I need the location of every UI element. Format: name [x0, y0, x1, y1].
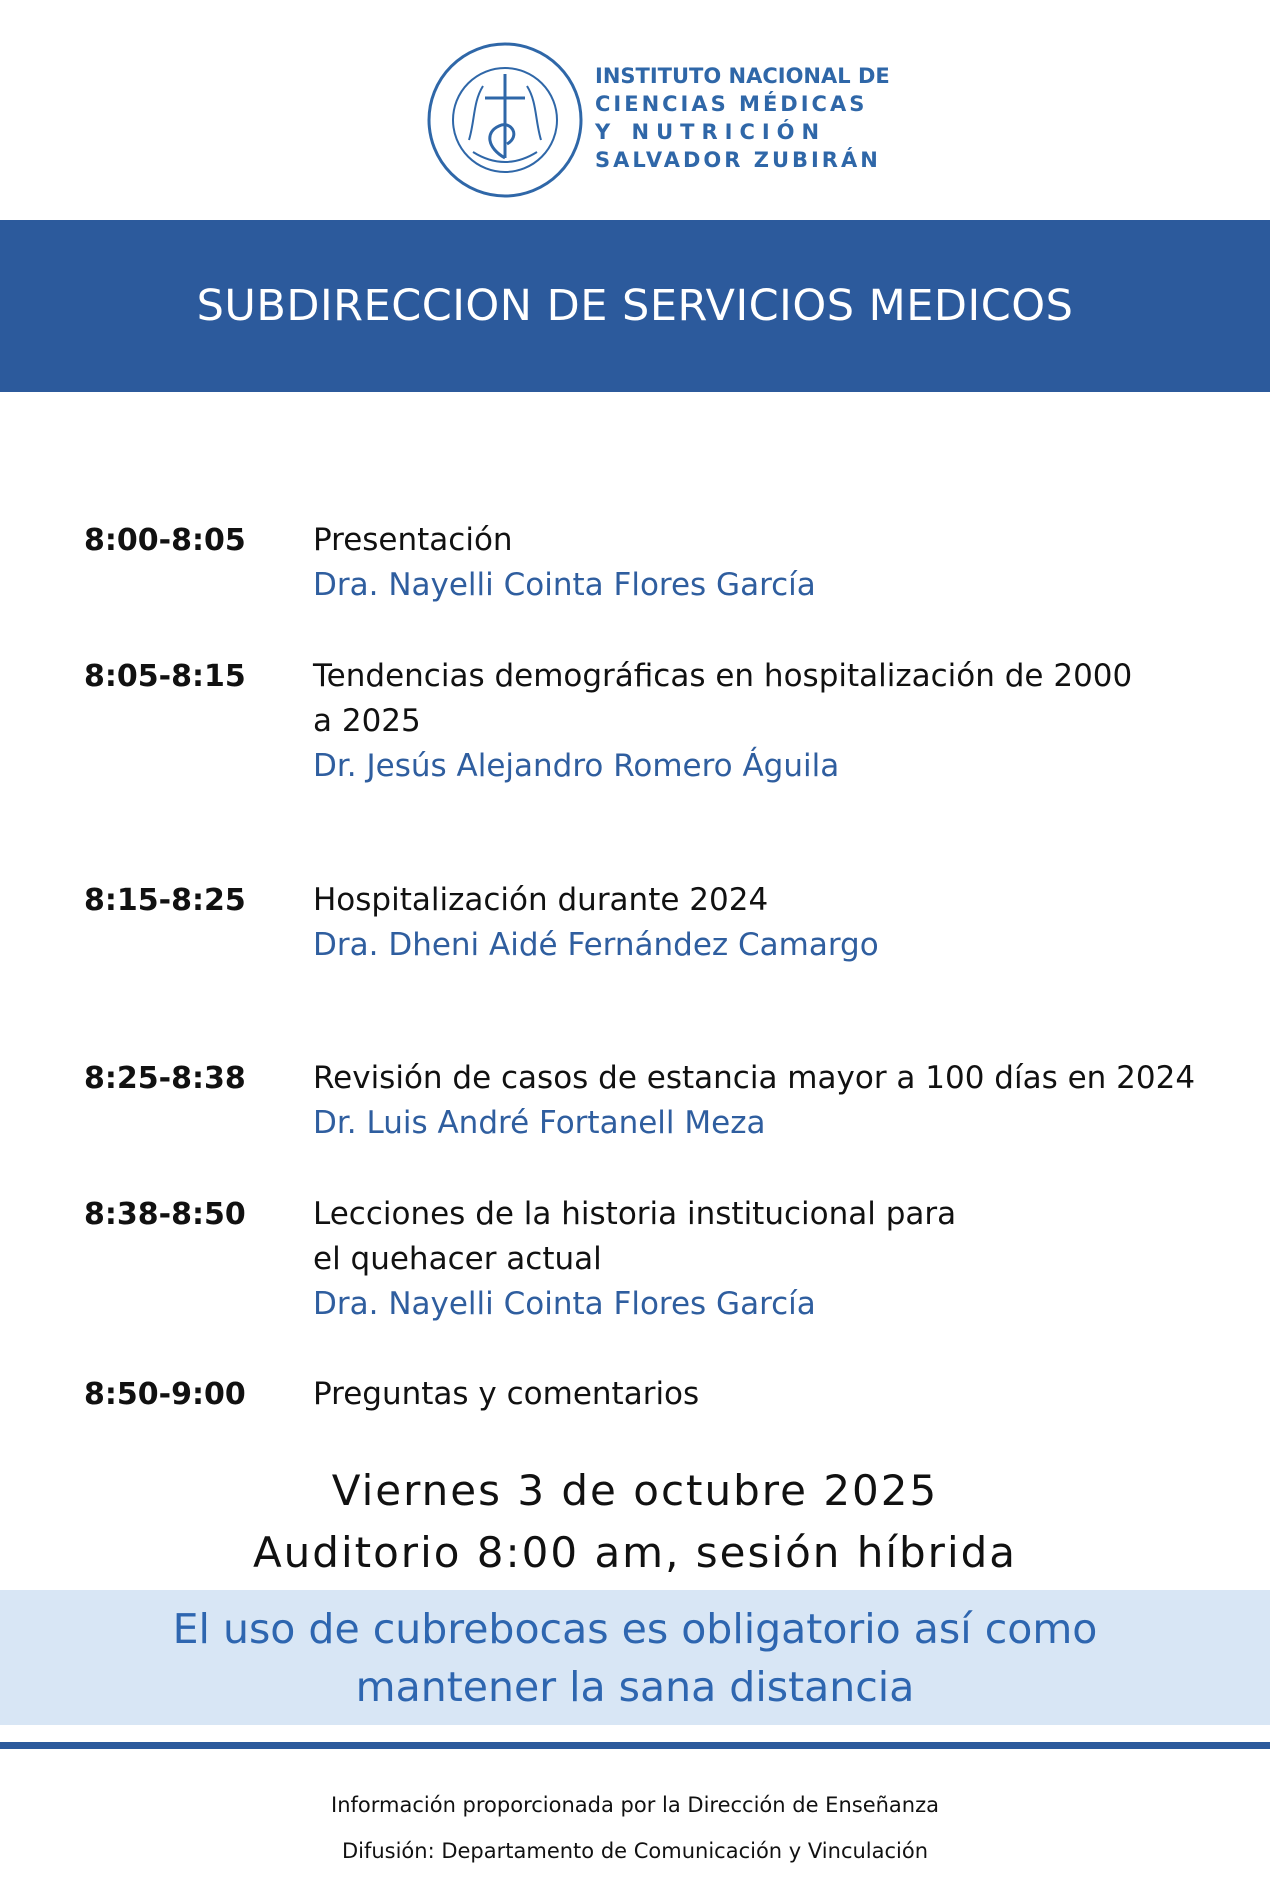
- slot-time: 8:15-8:25: [84, 883, 246, 918]
- slot-speaker: Dr. Luis André Fortanell Meza: [313, 1105, 766, 1141]
- slot-speaker: Dra. Dheni Aidé Fernández Camargo: [313, 927, 879, 963]
- footer-info: Información proporcionada por la Dirección de Enseñanza: [331, 1793, 939, 1817]
- slot-speaker: Dra. Nayelli Cointa Flores García: [313, 1286, 816, 1322]
- institution-name-line: INSTITUTO NACIONAL DE: [595, 64, 890, 88]
- slot-details: [313, 1192, 1243, 1327]
- slot-details: [313, 518, 1243, 608]
- divider: [0, 1742, 1270, 1749]
- slot-time: 8:25-8:38: [84, 1061, 246, 1096]
- slot-speaker: Dr. Jesús Alejandro Romero Águila: [313, 748, 840, 784]
- slot-details: [313, 1056, 1243, 1146]
- notice-line: mantener la sana distancia: [355, 1663, 915, 1711]
- institution-logo: [425, 40, 890, 200]
- slot-details: [313, 878, 1243, 968]
- institution-seal-icon: [425, 40, 585, 200]
- slot-time: 8:05-8:15: [84, 659, 246, 694]
- slot-details: [313, 1372, 1243, 1417]
- institution-name: [595, 62, 890, 174]
- slot-topic: Hospitalización durante 2024: [313, 882, 769, 918]
- institution-name-line: CIENCIAS MÉDICAS: [595, 92, 868, 116]
- slot-topic: Lecciones de la historia institucional para: [313, 1196, 957, 1232]
- slot-topic: Preguntas y comentarios: [313, 1376, 700, 1412]
- health-notice: [0, 1590, 1270, 1725]
- institution-name-line: SALVADOR ZUBIRÁN: [595, 148, 881, 172]
- slot-topic: el quehacer actual: [313, 1241, 602, 1277]
- slot-details: [313, 654, 1243, 789]
- slot-topic: Presentación: [313, 522, 513, 558]
- slot-time: 8:50-9:00: [84, 1377, 246, 1412]
- institution-name-line: Y NUTRICIÓN: [595, 120, 827, 144]
- event-info: [0, 1460, 1270, 1584]
- slot-topic: Revisión de casos de estancia mayor a 100 días en 2024: [313, 1060, 1196, 1096]
- page-title: SUBDIRECCION DE SERVICIOS MEDICOS: [196, 281, 1074, 331]
- footer: [0, 1782, 1270, 1874]
- slot-topic: Tendencias demográficas en hospitalización de 2000: [313, 658, 1133, 694]
- slot-time: 8:38-8:50: [84, 1197, 246, 1232]
- title-banner: [0, 220, 1270, 392]
- slot-topic: a 2025: [313, 703, 421, 739]
- slot-time: 8:00-8:05: [84, 523, 246, 558]
- event-date: Viernes 3 de octubre 2025: [331, 1466, 939, 1515]
- footer-diffusion: Difusión: Departamento de Comunicación y Vinculación: [341, 1839, 929, 1863]
- slot-speaker: Dra. Nayelli Cointa Flores García: [313, 567, 816, 603]
- event-venue: Auditorio 8:00 am, sesión híbrida: [252, 1528, 1018, 1577]
- notice-line: El uso de cubrebocas es obligatorio así como: [172, 1605, 1098, 1653]
